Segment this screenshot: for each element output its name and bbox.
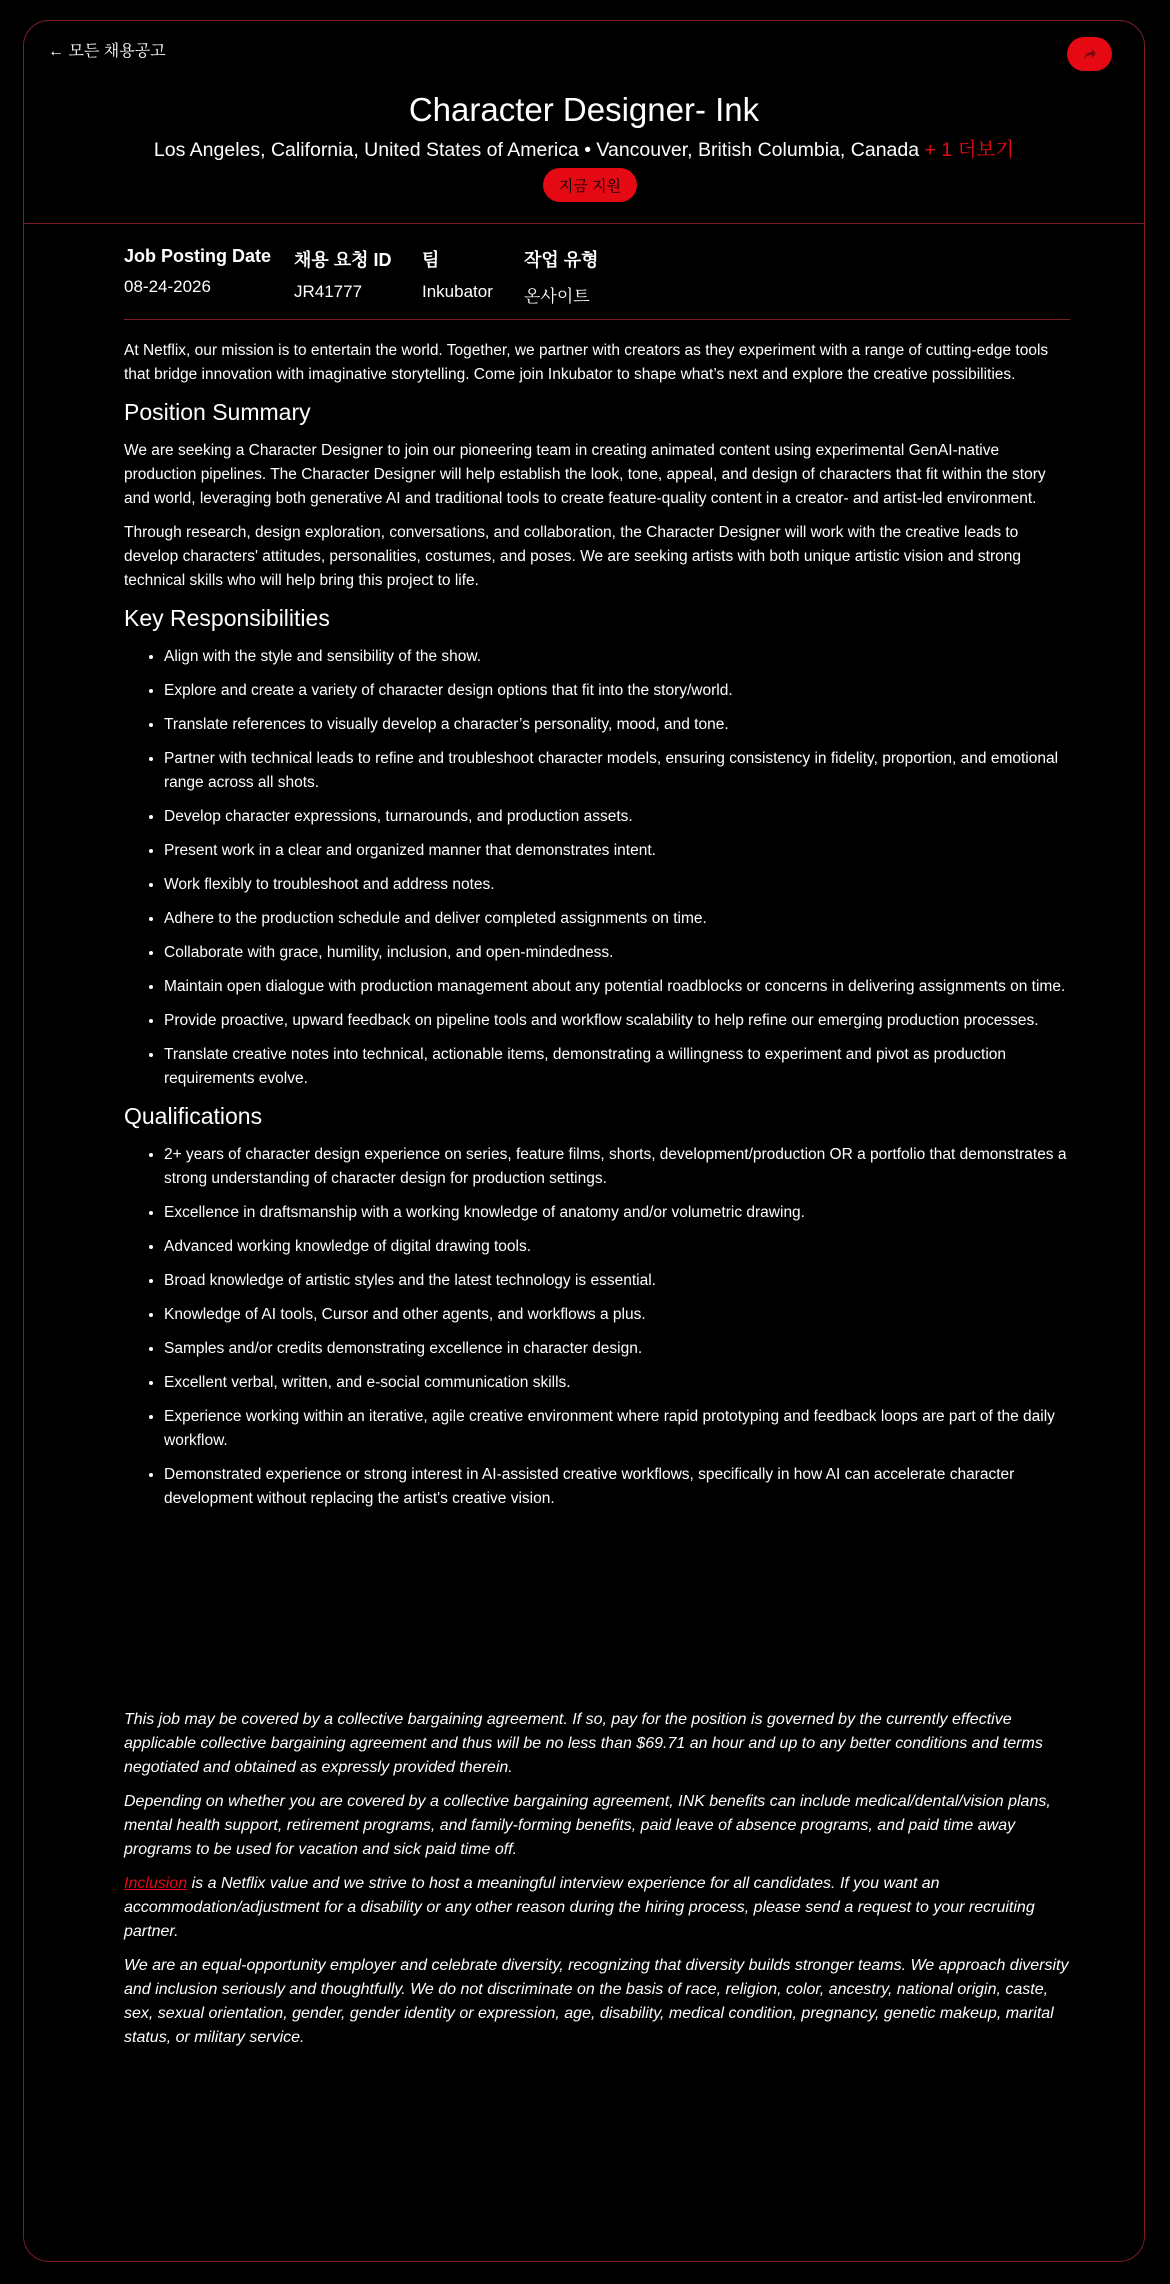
job-card <box>23 20 1145 2262</box>
back-link-label: ← 모든 채용공고 <box>48 43 166 60</box>
list-item: • Partner with technical leads to refine and troubleshoot character models, ensuring consistency in fidelity, proportion, and emotional range across all shots. <box>164 747 1070 795</box>
share-icon <box>1083 48 1097 60</box>
meta-label: Job Posting Date <box>124 246 272 266</box>
apply-now-button[interactable]: 지금 지원 <box>543 168 637 202</box>
more-locations-link[interactable]: + 1 더보기 <box>924 139 1015 161</box>
share-button[interactable] <box>1067 37 1112 71</box>
summary-paragraph: Through research, design exploration, conversations, and collaboration, the Character Designer will work with the creative leads to develop characters' attitudes, personalities, costumes, and poses. We are seeking artists with both unique artistic vision and strong technical skills who will help bring this project to life. <box>124 524 1021 589</box>
list-item: • Samples and/or credits demonstrating excellence in character design. <box>164 1337 1070 1361</box>
list-item: • Excellence in draftsmanship with a working knowledge of anatomy and/or volumetric drawing. <box>164 1201 1070 1225</box>
list-item: • Advanced working knowledge of digital drawing tools. <box>164 1235 1070 1259</box>
meta-work-type <box>524 246 599 307</box>
legal-paragraph: This job may be covered by a collective bargaining agreement. If so, pay for the position is governed by the currently effective applicable collective bargaining agreement and thus will be no less than $69.71 an hour and up to any better conditions and terms negotiated and obtained as expressly provided therein. <box>124 1711 1043 1776</box>
legal-text: is a Netflix value and we strive to host a meaningful interview experience for all candidates. If you want an accommodation/adjustment for a disability or any other reason during the hiring process, please send a request to your recruiting partner. <box>124 1875 1035 1940</box>
list-item: • Excellent verbal, written, and e-social communication skills. <box>164 1371 1070 1395</box>
list-item: • Adhere to the production schedule and deliver completed assignments on time. <box>164 907 1070 931</box>
meta-team <box>422 246 493 302</box>
list-item: • Provide proactive, upward feedback on pipeline tools and workflow scalability to help refine our emerging production processes. <box>164 1009 1070 1033</box>
list-item: • Knowledge of AI tools, Cursor and other agents, and workflows a plus. <box>164 1303 1070 1327</box>
list-item: • Demonstrated experience or strong interest in AI-assisted creative workflows, specifically in how AI can accelerate character development without replacing the artist's creative vision. <box>164 1463 1070 1511</box>
legal-paragraph: Depending on whether you are covered by a collective bargaining agreement, INK benefits can include medical/dental/vision plans, mental health support, retirement programs, and family-forming benefits, paid leave of absence programs, and paid time away programs to be used for vacation and sick paid time off. <box>124 1793 1051 1858</box>
inclusion-link[interactable]: Inclusion <box>124 1875 188 1892</box>
meta-label: 팀 <box>422 250 440 270</box>
job-title: Character Designer- Ink <box>408 91 760 128</box>
meta-posting-date <box>124 246 271 297</box>
list-item: • Translate references to visually develop a character’s personality, mood, and tone. <box>164 713 1070 737</box>
legal-paragraph <box>124 1872 1070 1944</box>
list-item: • Collaborate with grace, humility, inclusion, and open-mindedness. <box>164 941 1070 965</box>
summary-paragraph: We are seeking a Character Designer to join our pioneering team in creating animated content using experimental GenAI-native production pipelines. The Character Designer will help establish the look, tone, appeal, and design of characters that fit within the story and world, leveraging both generative AI and traditional tools to create feature-quality content in a creator- and artist-led environment. <box>124 442 1046 507</box>
list-item: • Maintain open dialogue with production management about any potential roadblocks or concerns in delivering assignments on time. <box>164 975 1070 999</box>
meta-value: 08-24-2026 <box>124 277 211 296</box>
locations-text: Los Angeles, California, United States of America • Vancouver, British Columbia, Canada <box>153 139 920 161</box>
list-item: • Develop character expressions, turnarounds, and production assets. <box>164 805 1070 829</box>
intro-paragraph: At Netflix, our mission is to entertain the world. Together, we partner with creators as they experiment with a range of cutting-edge tools that bridge innovation with imaginative storytelling. Come join Inkubator to shape what’s next and explore the creative possibilities. <box>124 342 1049 383</box>
header-divider <box>24 223 1144 224</box>
legal-notice <box>124 1708 1070 2060</box>
list-item: • Explore and create a variety of character design options that fit into the story/world. <box>164 679 1070 703</box>
qualifications-heading: Qualifications <box>124 1103 263 1129</box>
list-item: • Work flexibly to troubleshoot and address notes. <box>164 873 1070 897</box>
meta-divider <box>124 319 1070 320</box>
responsibilities-list <box>124 645 1070 1091</box>
legal-paragraph: We are an equal-opportunity employer and celebrate diversity, recognizing that diversity builds stronger teams. We approach diversity and inclusion seriously and thoughtfully. We do not discriminate on the basis of race, religion, color, ancestry, national origin, caste, sex, sexual orientation, gender, gender identity or expression, age, disability, medical condition, pregnancy, genetic makeup, marital status, or military service. <box>124 1957 1069 2046</box>
meta-label: 작업 유형 <box>524 250 599 270</box>
list-item: • Translate creative notes into technical, actionable items, demonstrating a willingness to experiment and pivot as production requirements evolve. <box>164 1043 1070 1091</box>
responsibilities-heading: Key Responsibilities <box>124 605 330 631</box>
list-item: • Present work in a clear and organized manner that demonstrates intent. <box>164 839 1070 863</box>
back-link[interactable] <box>48 38 166 61</box>
meta-requisition-id <box>294 246 392 302</box>
job-locations <box>24 134 1144 162</box>
qualifications-list <box>124 1143 1070 1511</box>
meta-value: Inkubator <box>422 282 493 301</box>
list-item: • Experience working within an iterative, agile creative environment where rapid prototyping and feedback loops are part of the daily workflow. <box>164 1405 1070 1453</box>
meta-value: 온사이트 <box>524 287 590 306</box>
list-item: • Align with the style and sensibility of the show. <box>164 645 1070 669</box>
job-description <box>124 339 1070 1521</box>
meta-value: JR41777 <box>294 282 363 301</box>
list-item: • 2+ years of character design experience on series, feature films, shorts, development/production OR a portfolio that demonstrates a strong understanding of character design for production settings. <box>164 1143 1070 1191</box>
position-summary-heading: Position Summary <box>124 399 311 425</box>
list-item: • Broad knowledge of artistic styles and the latest technology is essential. <box>164 1269 1070 1293</box>
meta-label: 채용 요청 ID <box>294 250 392 270</box>
